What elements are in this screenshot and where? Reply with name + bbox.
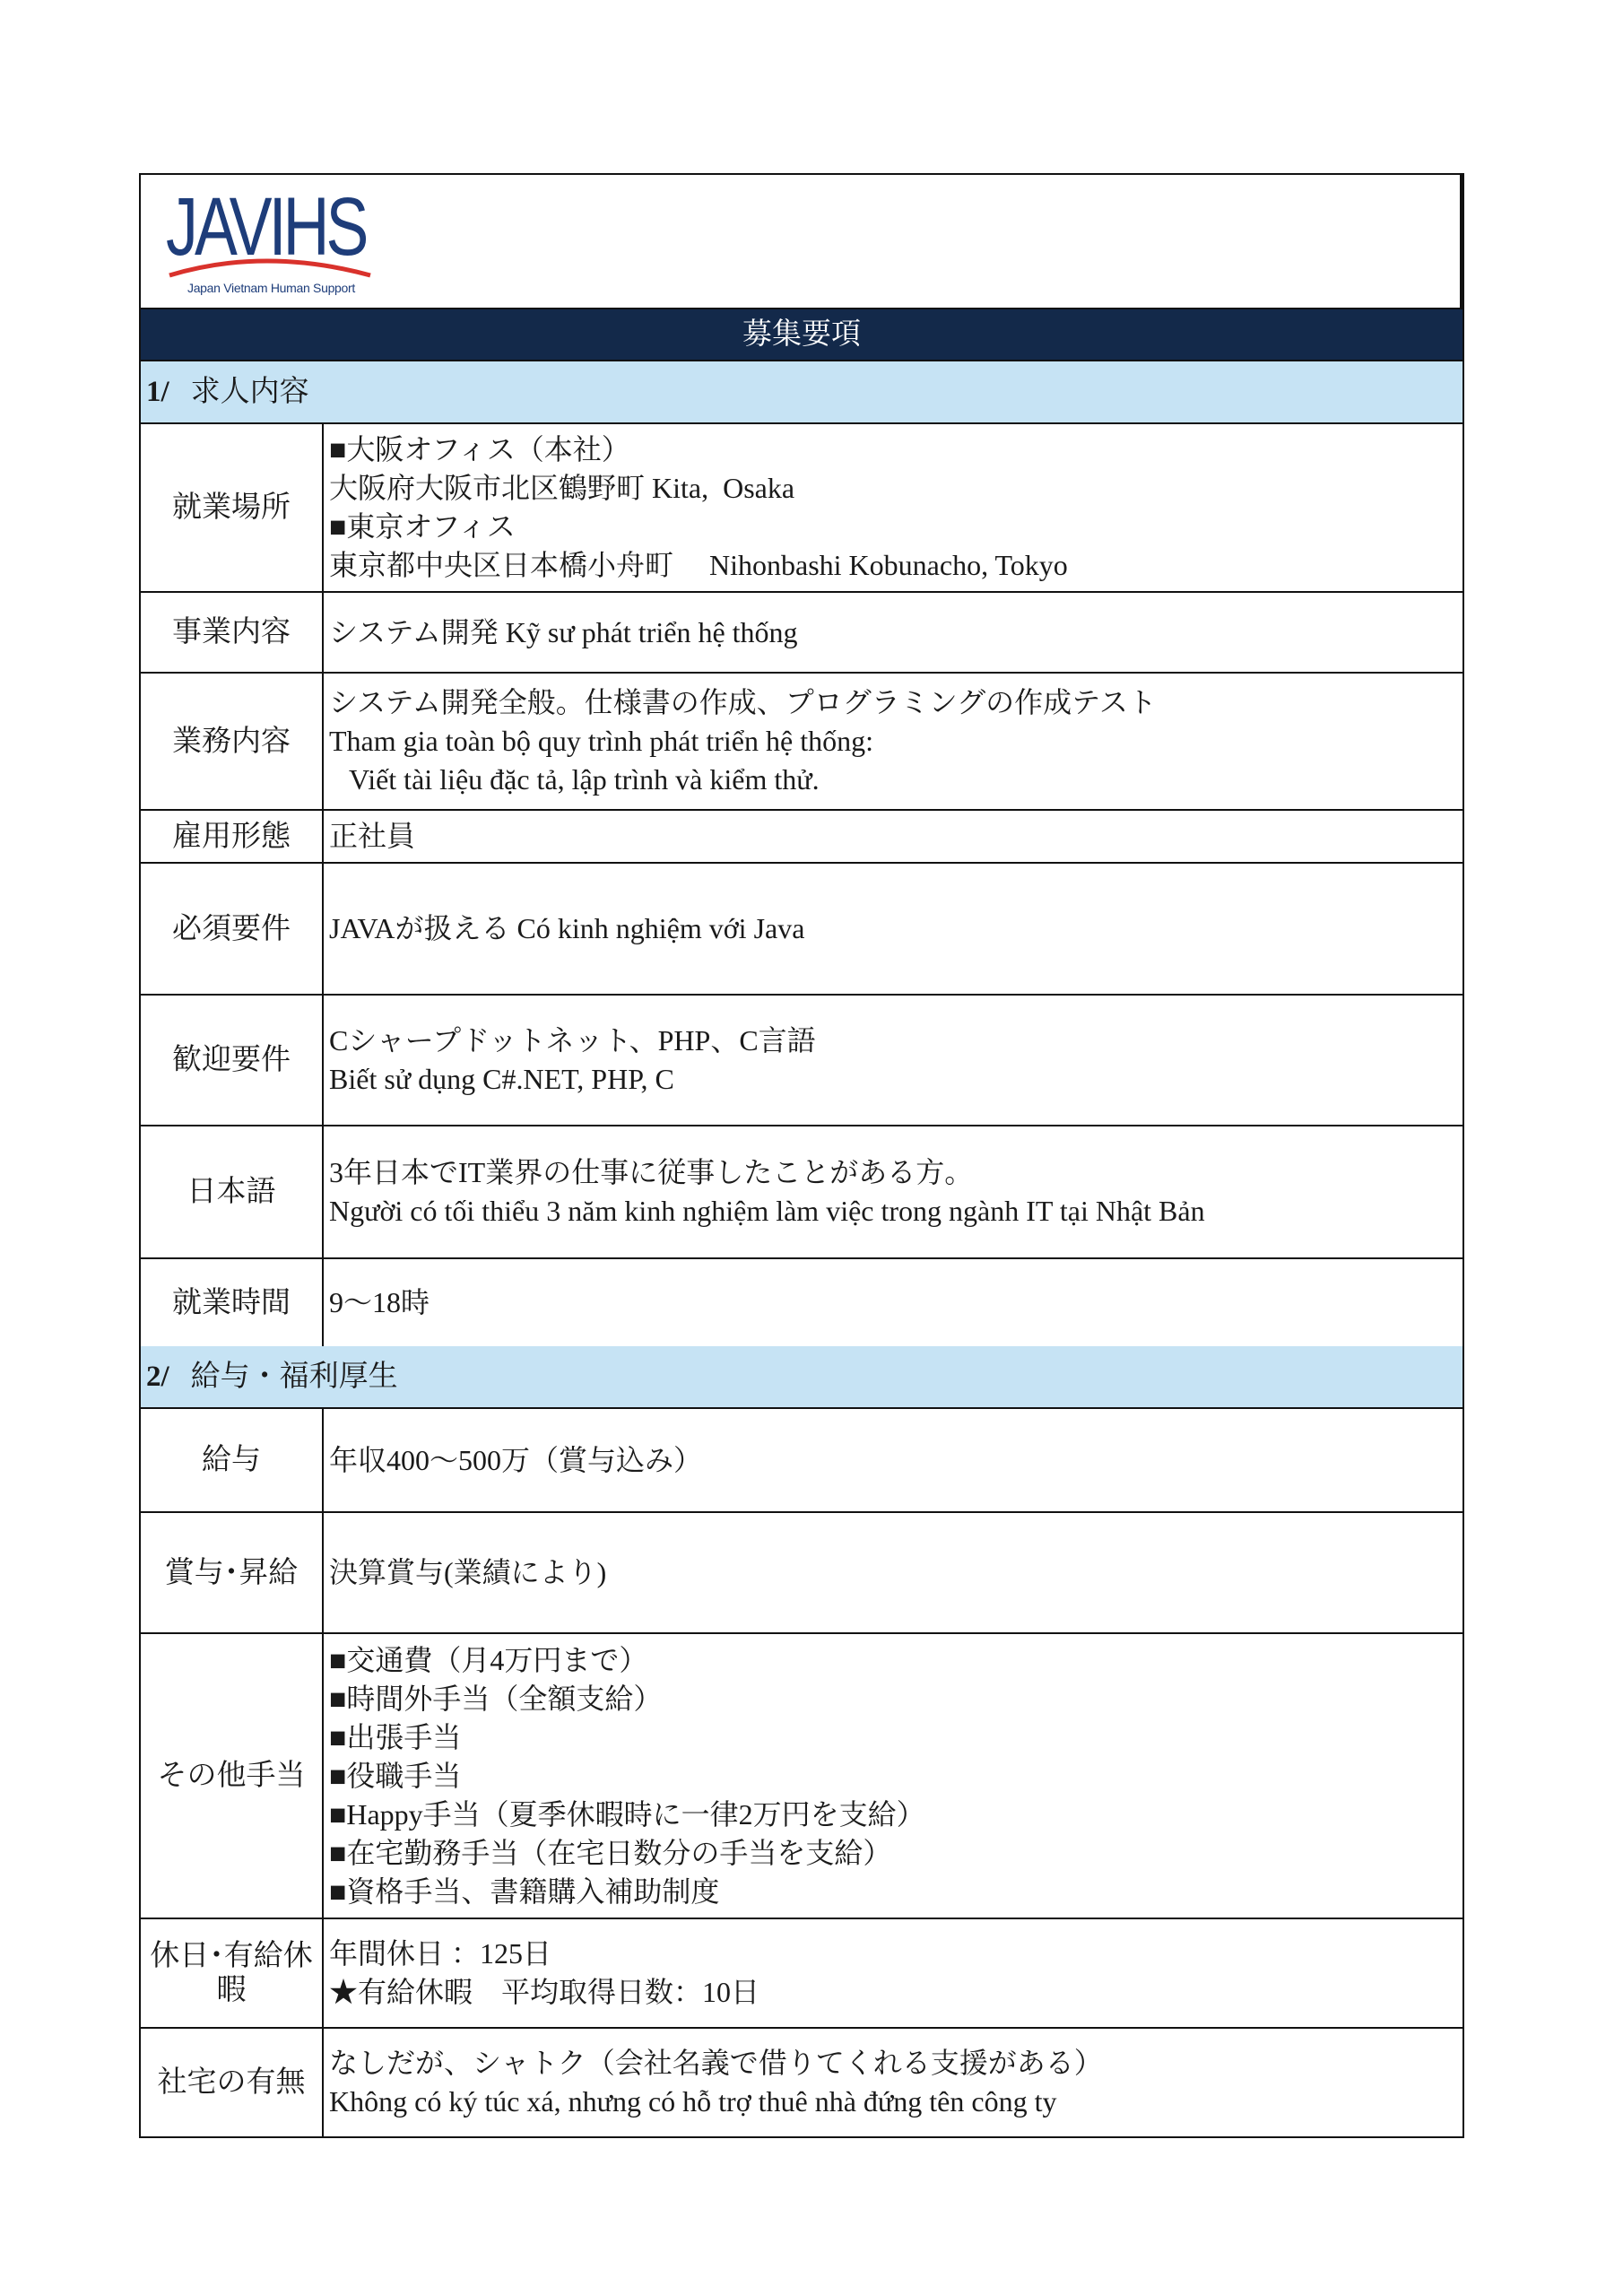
- row-value: [324, 1634, 1462, 1918]
- value-line: 東京都中央区日本橋小舟町 Nihonbashi Kobunacho, Tokyo: [329, 549, 1068, 581]
- value-line: Tham gia toàn bộ quy trình phát triển hệ thống:: [329, 725, 873, 757]
- page-title: 募集要項: [141, 309, 1462, 361]
- row-value: [324, 1259, 1462, 1346]
- value-line: なしだが、シャトク（会社名義で借りてくれる支援がある）: [329, 2047, 1103, 2079]
- section-1: [141, 361, 1462, 1346]
- value-line: ■交通費（月4万円まで）: [329, 1643, 648, 1676]
- table-row: [141, 996, 1462, 1126]
- value-line: ■役職手当: [329, 1759, 462, 1792]
- value-line: 決算賞与(業績により): [329, 1556, 607, 1588]
- value-line: 年収400～500万（賞与込み）: [329, 1443, 703, 1476]
- table-row: [141, 811, 1462, 864]
- value-line: ■大阪オフィス（本社）: [329, 433, 630, 465]
- table-row: [141, 593, 1462, 674]
- row-value: [324, 424, 1462, 591]
- row-label: 日本語: [141, 1126, 324, 1257]
- logo-row: [141, 175, 1462, 309]
- value-line: ★有給休暇 平均取得日数：10日: [329, 1976, 760, 2008]
- value-line: ■出張手当: [329, 1720, 462, 1753]
- section-heading: [141, 1346, 1462, 1409]
- row-label: 賞与･昇給: [141, 1513, 324, 1632]
- table-row: [141, 864, 1462, 996]
- row-value: [324, 996, 1462, 1125]
- value-line: Biết sử dụng C#.NET, PHP, C: [329, 1063, 674, 1095]
- value-line: 9～18時: [329, 1286, 430, 1318]
- section-number: 1/: [146, 376, 169, 408]
- table-row: [141, 424, 1462, 593]
- row-label: 社宅の有無: [141, 2029, 324, 2136]
- section-number: 2/: [146, 1361, 169, 1393]
- row-value: [324, 864, 1462, 994]
- value-line: Người có tối thiểu 3 năm kinh nghiệm làm việc trong ngành IT tại Nhật Bản: [329, 1195, 1205, 1227]
- table-row: [141, 2029, 1462, 2136]
- value-line: 年間休日 ：125日: [329, 1937, 552, 1970]
- row-label: 休日･有給休暇: [141, 1919, 324, 2027]
- section-title: 給与・福利厚生: [190, 1361, 398, 1393]
- value-line: ■在宅勤務手当（在宅日数分の手当を支給）: [329, 1836, 892, 1869]
- logo-wordmark: JAVIHS: [166, 181, 366, 273]
- value-line: 大阪府大阪市北区鶴野町 Kita, Osaka: [329, 472, 795, 504]
- row-label: 雇用形態: [141, 811, 324, 862]
- row-label: 就業場所: [141, 424, 324, 591]
- value-line: JAVAが扱える Có kinh nghiệm với Java: [329, 912, 805, 944]
- row-value: [324, 1126, 1462, 1257]
- table-row: [141, 1259, 1462, 1346]
- section-2: [141, 1346, 1462, 2136]
- row-value: [324, 1409, 1462, 1511]
- value-line: システム開発 Kỹ sư phát triển hệ thống: [329, 615, 798, 648]
- value-line: システム開発全般。仕様書の作成、プログラミングの作成テスト: [329, 686, 1157, 718]
- job-posting-sheet: [139, 173, 1464, 2138]
- value-line: Không có ký túc xá, nhưng có hỗ trợ thuê nhà đứng tên công ty: [329, 2085, 1057, 2118]
- row-label: 事業内容: [141, 593, 324, 672]
- table-row: [141, 1409, 1462, 1513]
- row-value: [324, 1513, 1462, 1632]
- row-label: その他手当: [141, 1634, 324, 1918]
- section-title: 求人内容: [190, 376, 309, 408]
- value-line: ■Happy手当（夏季休暇時に一律2万円を支給）: [329, 1797, 925, 1831]
- company-logo: [166, 182, 381, 300]
- row-label: 業務内容: [141, 674, 324, 809]
- table-row: [141, 1513, 1462, 1634]
- row-value: [324, 811, 1462, 862]
- section-heading: [141, 361, 1462, 424]
- row-value: [324, 2029, 1462, 2136]
- row-value: [324, 674, 1462, 809]
- value-line: ■時間外手当（全額支給）: [329, 1682, 663, 1715]
- table-row: [141, 1126, 1462, 1259]
- value-line: ■資格手当、書籍購入補助制度: [329, 1874, 720, 1908]
- logo-tagline: Japan Vietnam Human Support: [187, 281, 355, 295]
- row-value: [324, 1919, 1462, 2027]
- value-line: Cシャープドットネット、PHP、C言語: [329, 1024, 816, 1057]
- value-line: ■東京オフィス: [329, 510, 516, 543]
- row-label: 歓迎要件: [141, 996, 324, 1125]
- table-row: [141, 674, 1462, 811]
- row-value: [324, 593, 1462, 672]
- row-label: 就業時間: [141, 1259, 324, 1346]
- row-label: 必須要件: [141, 864, 324, 994]
- value-line: Viết tài liệu đặc tả, lập trình và kiểm thử.: [349, 763, 820, 796]
- row-label: 給与: [141, 1409, 324, 1511]
- table-row: [141, 1634, 1462, 1919]
- value-line: 3年日本でIT業界の仕事に従事したことがある方。: [329, 1156, 974, 1188]
- table-row: [141, 1919, 1462, 2029]
- value-line: 正社員: [329, 820, 416, 852]
